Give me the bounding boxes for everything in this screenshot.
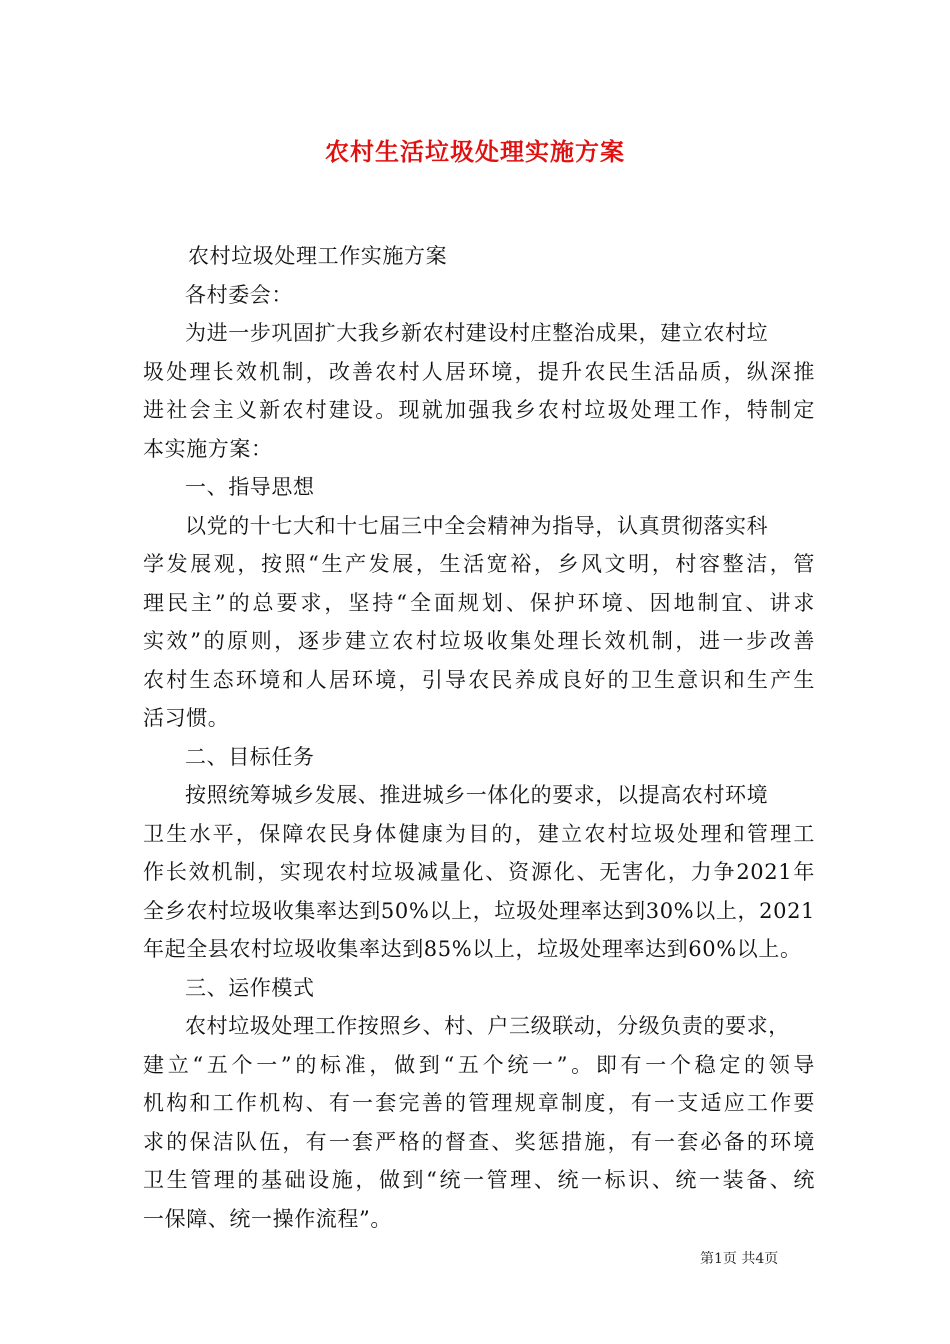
paragraph-2-line-6: 活习惯。 — [143, 706, 230, 730]
section-heading-operation-mode: 三、运作模式 — [185, 975, 315, 1000]
paragraph-4-line-2: 建立“五个一”的标准，做到“五个统一”。即有一个稳定的领导 — [143, 1052, 815, 1077]
paragraph-2-line-5: 农村生态环境和人居环境，引导农民养成良好的卫生意识和生产生 — [143, 667, 815, 692]
paragraph-4-line-1: 农村垃圾处理工作按照乡、村、户三级联动，分级负责的要求， — [185, 1014, 790, 1038]
paragraph-3-line-3: 作长效机制，实现农村垃圾减量化、资源化、无害化，力争2021年 — [143, 860, 815, 884]
paragraph-3-line-2: 卫生水平，保障农民身体健康为目的，建立农村垃圾处理和管理工 — [143, 821, 815, 846]
paragraph-1-line-1: 为进一步巩固扩大我乡新农村建设村庄整治成果，建立农村垃 — [185, 321, 769, 345]
paragraph-1-line-3: 进社会主义新农村建设。现就加强我乡农村垃圾处理工作，特制定 — [143, 398, 815, 422]
section-heading-objectives: 二、目标任务 — [185, 744, 315, 769]
document-body — [143, 237, 815, 1238]
paragraph-3-line-5: 年起全县农村垃圾收集率达到85%以上，垃圾处理率达到60%以上。 — [143, 937, 802, 961]
document-subtitle: 农村垃圾处理工作实施方案 — [188, 244, 448, 268]
paragraph-1-line-4: 本实施方案： — [143, 436, 273, 461]
section-heading-guiding-ideology: 一、指导思想 — [185, 475, 315, 499]
paragraph-2-line-1: 以党的十七大和十七届三中全会精神为指导，认真贯彻落实科 — [185, 513, 769, 538]
paragraph-2-line-2: 学发展观，按照“生产发展，生活宽裕，乡风文明，村容整洁，管 — [143, 552, 815, 576]
salutation: 各村委会： — [185, 282, 293, 307]
document-title: 农村生活垃圾处理实施方案 — [325, 137, 625, 166]
paragraph-2-line-3: 理民主”的总要求，坚持“全面规划、保护环境、因地制宜、讲求 — [143, 590, 815, 615]
paragraph-4-line-5: 卫生管理的基础设施，做到“统一管理、统一标识、统一装备、统 — [143, 1168, 815, 1192]
paragraph-1-line-2: 圾处理长效机制，改善农村人居环境，提升农民生活品质，纵深推 — [143, 359, 815, 384]
paragraph-3-line-4: 全乡农村垃圾收集率达到50%以上，垃圾处理率达到30%以上，2021 — [143, 898, 815, 923]
paragraph-2-line-4: 实效”的原则，逐步建立农村垃圾收集处理长效机制，进一步改善 — [143, 629, 815, 653]
paragraph-3-line-1: 按照统筹城乡发展、推进城乡一体化的要求，以提高农村环境 — [185, 783, 769, 807]
paragraph-4-line-4: 求的保洁队伍，有一套严格的督查、奖惩措施，有一套必备的环境 — [143, 1129, 815, 1154]
paragraph-4-line-6: 一保障、统一操作流程”。 — [143, 1206, 392, 1231]
paragraph-4-line-3: 机构和工作机构、有一套完善的管理规章制度，有一支适应工作要 — [143, 1091, 815, 1115]
page-number-footer: 第1页 共4页 — [700, 1251, 779, 1267]
